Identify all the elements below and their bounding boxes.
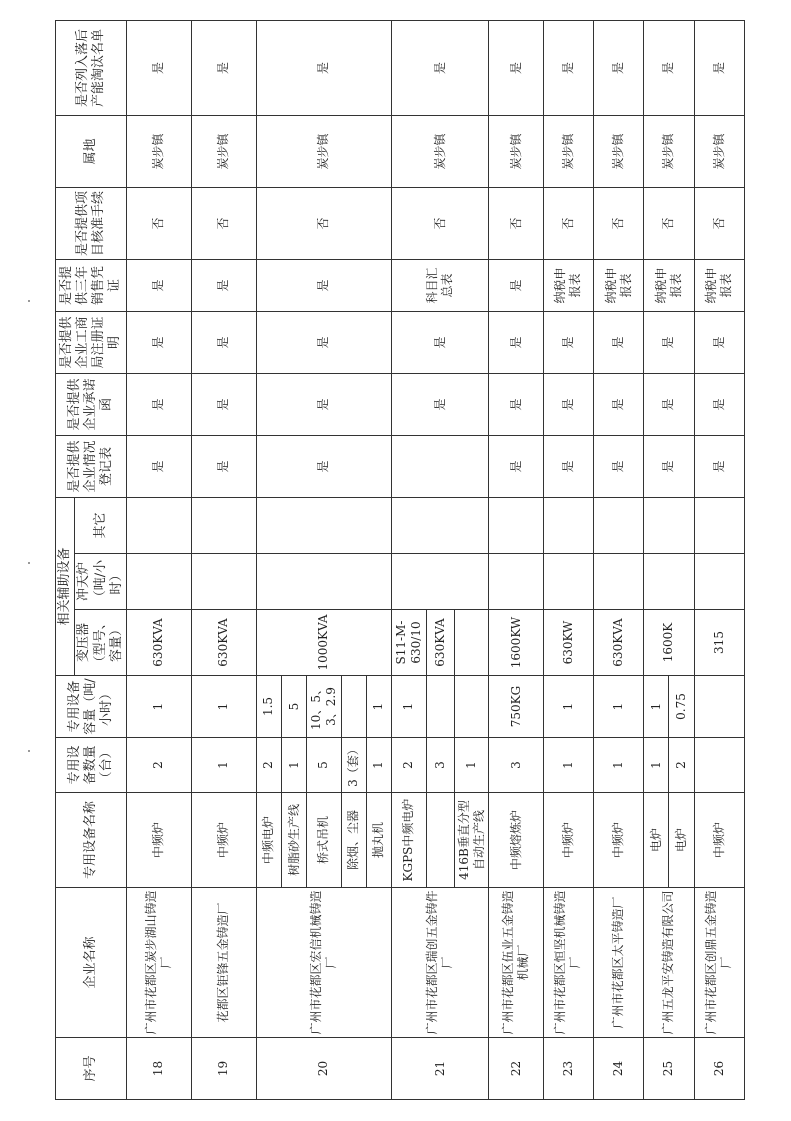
table-row	[594, 21, 644, 1100]
table-cell: 是	[644, 374, 694, 436]
table-cell: 1	[191, 738, 256, 793]
table-cell	[127, 498, 192, 554]
equipment-table	[55, 20, 745, 1100]
table-cell: 20	[256, 1038, 391, 1100]
header-equipment: 专用设备名称	[56, 793, 127, 888]
table-cell	[391, 554, 488, 610]
header-capacity: 专用设备容量（吨/小时）	[56, 676, 127, 738]
table-cell	[694, 554, 744, 610]
table-cell: 是	[543, 436, 593, 498]
table-cell: 是	[694, 436, 744, 498]
table-cell: 750KG	[489, 676, 543, 738]
table-cell: 1	[366, 676, 391, 738]
table-cell: 416B垂直分型自动生产线	[454, 793, 489, 888]
table-cell: 桥式吊机	[307, 793, 342, 888]
table-cell: 树脂砂生产线	[282, 793, 307, 888]
table-cell: 是	[489, 436, 543, 498]
table-cell: 否	[391, 188, 488, 260]
table-cell	[489, 554, 543, 610]
header-cupola: 冲天炉（吨/小时）	[75, 554, 127, 610]
table-cell: 否	[594, 188, 644, 260]
table-row	[127, 21, 192, 1100]
table-cell: KGPS中频电炉	[391, 793, 426, 888]
table-cell: 除烟、尘器	[341, 793, 366, 888]
table-cell: 是	[694, 21, 744, 116]
table-cell: 炭步镇	[543, 116, 593, 188]
header-aux-group: 相关辅助设备	[56, 498, 75, 676]
table-cell: 是	[191, 312, 256, 374]
table-cell: 炭步镇	[694, 116, 744, 188]
table-cell: 是	[391, 312, 488, 374]
table-cell: 2	[391, 738, 426, 793]
table-cell: 是	[543, 21, 593, 116]
table-cell: 1	[391, 676, 426, 738]
table-cell: 1000KVA	[256, 610, 391, 676]
table-cell: 否	[694, 188, 744, 260]
table-cell: 是	[543, 374, 593, 436]
table-cell	[489, 498, 543, 554]
table-cell: 630KVA	[426, 610, 454, 676]
table-cell: 630KW	[543, 610, 593, 676]
table-cell: 1	[127, 676, 192, 738]
table-cell: 是	[594, 312, 644, 374]
table-cell	[391, 498, 488, 554]
table-cell: 1	[644, 738, 669, 793]
header-other: 其它	[75, 498, 127, 554]
table-cell: 是	[256, 312, 391, 374]
table-cell: 是	[256, 436, 391, 498]
table-row	[191, 21, 256, 1100]
table-cell: 中频炉	[543, 793, 593, 888]
table-cell: 2	[127, 738, 192, 793]
table-cell: 是	[256, 260, 391, 312]
scan-speck	[28, 750, 30, 752]
table-cell	[426, 676, 454, 738]
table-cell: 广州市花都区恒坚机械铸造厂	[543, 888, 593, 1038]
table-cell: 是	[489, 21, 543, 116]
table-cell: 3	[489, 738, 543, 793]
table-cell: 1600KW	[489, 610, 543, 676]
table-cell: 是	[391, 374, 488, 436]
table-cell: 科目汇总表	[391, 260, 488, 312]
table-cell	[341, 676, 366, 738]
table-cell: 26	[694, 1038, 744, 1100]
table-cell: 是	[489, 312, 543, 374]
table-cell: 22	[489, 1038, 543, 1100]
table-cell: 是	[644, 436, 694, 498]
header-seq: 序号	[56, 1038, 127, 1100]
table-cell: 纳税申报表	[644, 260, 694, 312]
table-cell: 广州市花都区宏信机械铸造厂	[256, 888, 391, 1038]
table-cell	[694, 498, 744, 554]
table-cell: 23	[543, 1038, 593, 1100]
table-cell: 是	[191, 21, 256, 116]
table-cell: 否	[191, 188, 256, 260]
table-cell: 中频炉	[127, 793, 192, 888]
table-cell: 是	[489, 374, 543, 436]
table-cell	[426, 793, 454, 888]
table-cell: 是	[391, 21, 488, 116]
scan-speck	[28, 300, 30, 302]
table-cell: 纳税申报表	[594, 260, 644, 312]
table-cell: 1	[543, 676, 593, 738]
table-cell	[594, 554, 644, 610]
header-reg-form: 是否提供企业情况登记表	[56, 436, 127, 498]
table-cell: 炭步镇	[391, 116, 488, 188]
table-cell: 630KVA	[191, 610, 256, 676]
table-cell: 2	[256, 738, 281, 793]
table-cell	[454, 676, 489, 738]
header-listed: 是否列入落后产能淘汰名单	[56, 21, 127, 116]
table-cell: 是	[594, 436, 644, 498]
table-cell: 炭步镇	[594, 116, 644, 188]
table-cell: 中频炉	[594, 793, 644, 888]
table-cell: 1	[543, 738, 593, 793]
table-cell: 1	[282, 738, 307, 793]
table-cell: 否	[489, 188, 543, 260]
header-approval: 是否提供项目核准手续	[56, 188, 127, 260]
table-cell: 1600K	[644, 610, 694, 676]
table-row	[489, 21, 543, 1100]
table-cell: 广州市花都区伍业五金铸造机械厂	[489, 888, 543, 1038]
table-cell	[391, 436, 488, 498]
table-cell: 是	[127, 374, 192, 436]
header-row-1	[56, 21, 75, 1100]
table-cell: 否	[543, 188, 593, 260]
table-cell: 是	[127, 21, 192, 116]
table-cell: 1	[366, 738, 391, 793]
header-pledge: 是否提供企业承诺函	[56, 374, 127, 436]
table-cell: 是	[694, 312, 744, 374]
table-cell: 21	[391, 1038, 488, 1100]
table-cell: 630KVA	[594, 610, 644, 676]
table-cell: 24	[594, 1038, 644, 1100]
table-cell	[644, 554, 694, 610]
table-cell: 是	[191, 436, 256, 498]
table-cell: 电炉	[644, 793, 669, 888]
table-cell: 2	[669, 738, 694, 793]
scan-speck	[28, 562, 30, 564]
table-cell: 否	[127, 188, 192, 260]
table-row	[256, 21, 281, 1100]
table-cell: 0.75	[669, 676, 694, 738]
table-cell	[256, 498, 391, 554]
table-cell: 630KVA	[127, 610, 192, 676]
table-cell: 广州五龙平安铸造有限公司	[644, 888, 694, 1038]
table-cell: 炭步镇	[256, 116, 391, 188]
table-cell: 中频炉	[694, 793, 744, 888]
table-cell: 是	[644, 312, 694, 374]
table-cell: 5	[307, 738, 342, 793]
table-cell: 是	[489, 260, 543, 312]
table-cell: 中频电炉	[256, 793, 281, 888]
header-sales: 是否提供三年销售凭证	[56, 260, 127, 312]
table-cell: 是	[644, 21, 694, 116]
table-cell: 是	[127, 436, 192, 498]
header-license: 是否提供企业工商局注册证明	[56, 312, 127, 374]
header-location: 属地	[56, 116, 127, 188]
table-cell: 是	[127, 260, 192, 312]
table-cell: 广州市花都区太平铸造厂	[594, 888, 644, 1038]
table-cell: 否	[256, 188, 391, 260]
table-cell: 19	[191, 1038, 256, 1100]
table-cell: 炭步镇	[644, 116, 694, 188]
table-cell: 广州市花都区创鼎五金铸造厂	[694, 888, 744, 1038]
table-cell	[594, 498, 644, 554]
table-row	[543, 21, 593, 1100]
table-cell: 广州市花都区瑞创五金铸件厂	[391, 888, 488, 1038]
table-cell: 是	[594, 374, 644, 436]
table-cell	[127, 554, 192, 610]
table-cell: 纳税申报表	[694, 260, 744, 312]
table-cell: 1.5	[256, 676, 281, 738]
table-cell: 是	[127, 312, 192, 374]
table-cell	[256, 554, 391, 610]
table-cell: 3（套）	[341, 738, 366, 793]
table-cell: 炭步镇	[191, 116, 256, 188]
table-cell: 1	[594, 676, 644, 738]
table-cell	[694, 738, 744, 793]
table-cell: 5	[282, 676, 307, 738]
table-cell: 1	[594, 738, 644, 793]
table-body	[127, 21, 745, 1100]
table-cell	[694, 676, 744, 738]
table-cell: S11-M-630/10	[391, 610, 426, 676]
table-cell: 否	[644, 188, 694, 260]
table-cell: 电炉	[669, 793, 694, 888]
table-cell: 纳税申报表	[543, 260, 593, 312]
table-cell: 花都区钜锋五金铸造厂	[191, 888, 256, 1038]
table-cell: 1	[191, 676, 256, 738]
table-cell: 3	[426, 738, 454, 793]
table-cell: 抛丸机	[366, 793, 391, 888]
header-company: 企业名称	[56, 888, 127, 1038]
table-cell: 中频炉	[191, 793, 256, 888]
table-cell	[644, 498, 694, 554]
table-row	[694, 21, 744, 1100]
table-cell: 是	[694, 374, 744, 436]
table-cell: 广州市花都区炭步湖山铸造厂	[127, 888, 192, 1038]
table-cell: 18	[127, 1038, 192, 1100]
rotated-document-page	[55, 20, 745, 1100]
table-cell: 中频熔炼炉	[489, 793, 543, 888]
header-transformer: 变压器（型号、容量）	[75, 610, 127, 676]
table-cell: 25	[644, 1038, 694, 1100]
table-cell	[543, 554, 593, 610]
table-cell	[191, 554, 256, 610]
table-row	[391, 21, 426, 1100]
table-cell: 是	[256, 21, 391, 116]
header-qty: 专用设备数量（台）	[56, 738, 127, 793]
table-cell: 是	[191, 374, 256, 436]
table-cell: 是	[543, 312, 593, 374]
table-cell: 1	[644, 676, 669, 738]
table-cell: 1	[454, 738, 489, 793]
table-cell: 炭步镇	[127, 116, 192, 188]
table-cell	[454, 610, 489, 676]
table-cell: 315	[694, 610, 744, 676]
table-cell: 是	[256, 374, 391, 436]
table-cell: 是	[191, 260, 256, 312]
table-cell: 10、5、3、2.9	[307, 676, 342, 738]
table-cell	[543, 498, 593, 554]
table-row	[644, 21, 669, 1100]
table-cell: 是	[594, 21, 644, 116]
table-cell: 炭步镇	[489, 116, 543, 188]
table-cell	[191, 498, 256, 554]
